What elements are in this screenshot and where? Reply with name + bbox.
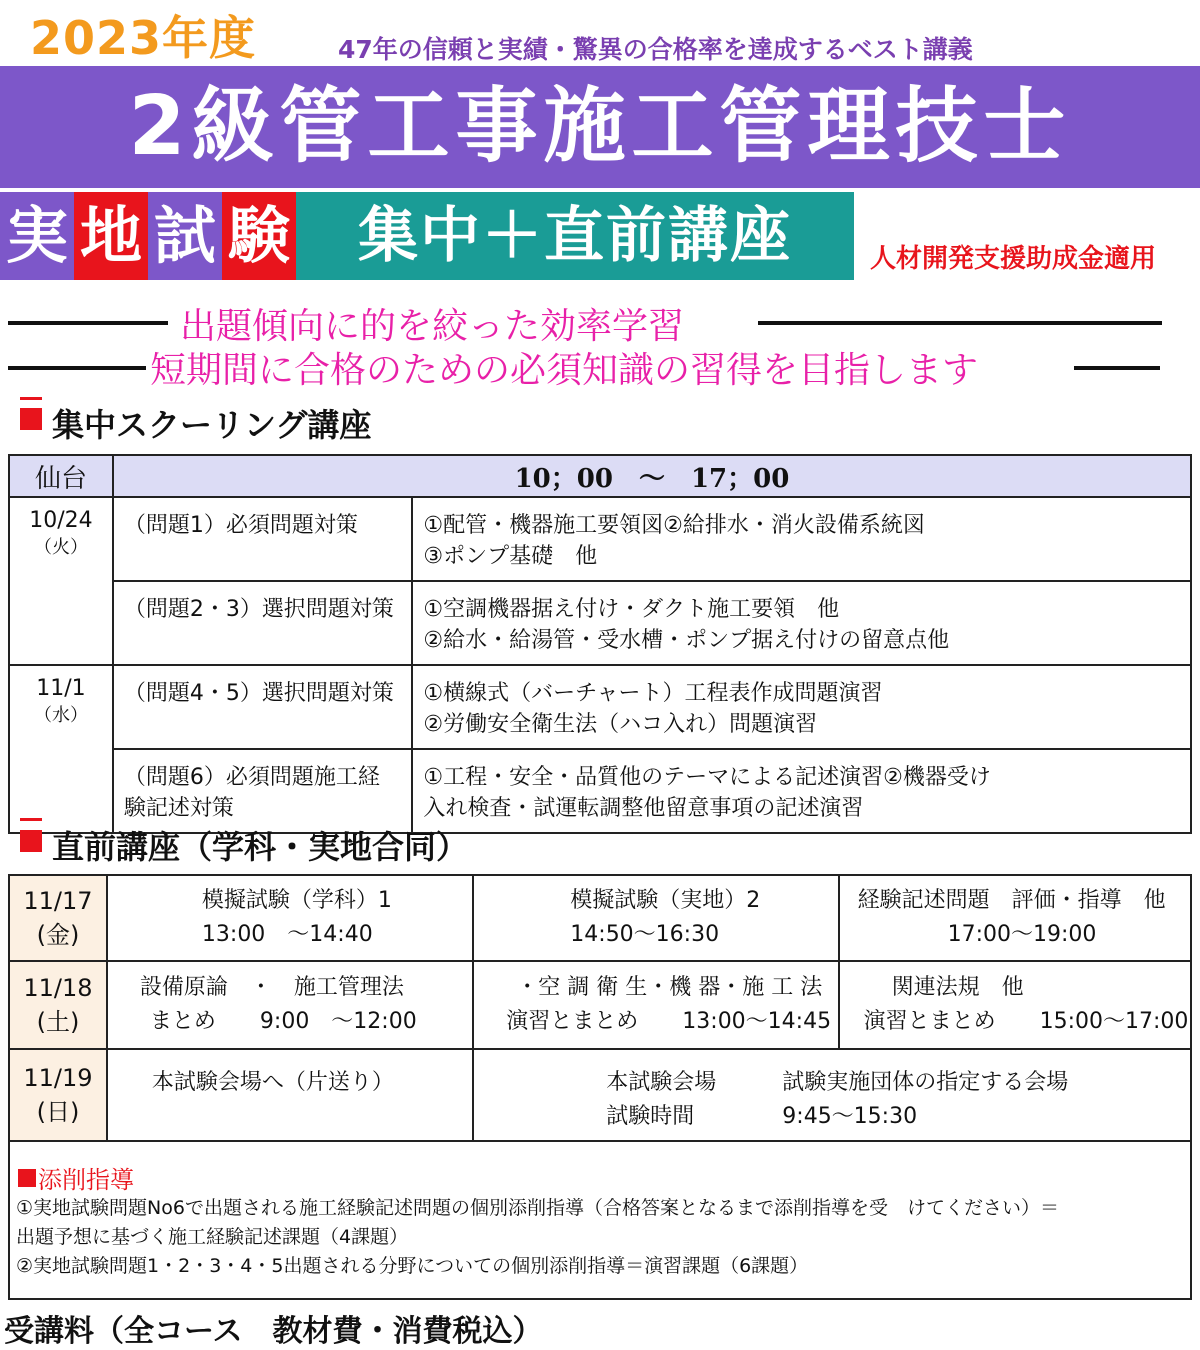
- date-cell: [9, 1049, 107, 1141]
- correction-line: 出題予想に基づく施工経験記述課題（4課題）: [16, 1226, 409, 1248]
- section-square-icon: [20, 830, 42, 852]
- session-time: 演習とまとめ 13:00～14:45: [506, 1009, 832, 1034]
- session-title: 設備原論 ・ 施工管理法: [139, 975, 404, 1000]
- session-title: 模擬試験（実地）2: [570, 888, 761, 913]
- weekday: (金): [36, 920, 80, 949]
- section-mark-line: [20, 397, 42, 400]
- exam-time: 試験時間 9:45～15:30: [606, 1104, 918, 1129]
- table-row: [9, 961, 1191, 1049]
- session-cell: [107, 961, 473, 1049]
- topic-cell: （問題6）必須問題施工経験記述対策: [113, 749, 413, 833]
- weekday: (日): [36, 1097, 80, 1126]
- exam-venue: 本試験会場 試験実施団体の指定する会場: [606, 1070, 1069, 1095]
- slogan-1: 出題傾向に的を絞った効率学習: [180, 306, 685, 347]
- section-mark-line: [20, 818, 42, 821]
- content-cell: [412, 749, 1191, 833]
- correction-lines: [16, 1194, 1059, 1281]
- exam-char-2: 地: [74, 192, 148, 280]
- session-cell: 本試験会場へ（片送り）: [107, 1049, 473, 1141]
- weekday: （水）: [33, 705, 88, 726]
- table-row: [9, 749, 1191, 833]
- content-cell: [412, 665, 1191, 749]
- divider-line: [758, 321, 1162, 325]
- content-line: ②労働安全衛生法（ハコ入れ）問題演習: [423, 712, 818, 737]
- content-line: ②給水・給湯管・受水槽・ポンプ据え付けの留意点他: [423, 628, 950, 653]
- session-cell: [473, 961, 838, 1049]
- square-icon: [18, 1169, 36, 1187]
- location-cell: 仙台: [9, 455, 113, 497]
- topic-cell: （問題2・3）選択問題対策: [113, 581, 413, 665]
- session-title: 関連法規 他: [891, 975, 1024, 1000]
- table-row: [9, 875, 1191, 961]
- date: 11/19: [23, 1063, 93, 1092]
- table-row: [9, 1049, 1191, 1141]
- divider-line: [1074, 366, 1160, 370]
- weekday: (土): [36, 1007, 80, 1036]
- session-time: 13:00 ～14:40: [201, 922, 373, 947]
- date-cell: [9, 665, 113, 833]
- content-line: ①配管・機器施工要領図②給排水・消火設備系統図: [423, 513, 925, 538]
- session-time: 17:00～19:00: [947, 922, 1097, 947]
- date: 11/1: [36, 676, 86, 701]
- exam-venue-cell: [473, 1049, 1191, 1141]
- time-cell: 10；00 ～ 17；00: [113, 455, 1191, 497]
- content-line: ③ポンプ基礎 他: [423, 544, 598, 569]
- session-title: ・空 調 衛 生・機 器・施 工 法: [516, 975, 823, 1000]
- page-title: 2級管工事施工管理技士: [128, 79, 1072, 174]
- weekday: （火）: [33, 537, 88, 558]
- exam-char-4: 験: [222, 192, 296, 280]
- course-title: 集中＋直前講座: [358, 201, 792, 271]
- subsidy-note: 人材開発支援助成金適用: [870, 244, 1157, 274]
- content-line: ①工程・安全・品質他のテーマによる記述演習②機器受け: [423, 765, 991, 790]
- correction-line: ①実地試験問題No6で出題される施工経験記述問題の個別添削指導（合格答案となるまで添削指導を受 けてください）＝: [16, 1197, 1059, 1219]
- session-cell: [839, 875, 1191, 961]
- correction-heading: 添削指導: [38, 1166, 134, 1194]
- date: 10/24: [29, 508, 93, 533]
- table-row: [9, 497, 1191, 581]
- exam-char-3: 試: [148, 192, 222, 280]
- session-cell: [107, 875, 473, 961]
- correction-box: [8, 1140, 1192, 1300]
- table-row: [9, 581, 1191, 665]
- content-cell: [412, 581, 1191, 665]
- session-time: 14:50～16:30: [570, 922, 720, 947]
- year-label: 2023年度: [30, 11, 257, 65]
- final-course-table: [8, 874, 1192, 1142]
- content-line: ①横線式（バーチャート）工程表作成問題演習: [423, 681, 883, 706]
- section-square-icon: [20, 408, 42, 430]
- date-cell: [9, 875, 107, 961]
- session-cell: [473, 875, 838, 961]
- date: 11/18: [23, 973, 93, 1002]
- correction-line: ②実地試験問題1・2・3・4・5出題される分野についての個別添削指導＝演習課題（6課題）: [16, 1255, 809, 1277]
- date-cell: [9, 961, 107, 1049]
- session-time: 演習とまとめ 15:00～17:00: [863, 1009, 1189, 1034]
- content-cell: [412, 497, 1191, 581]
- section-heading-schooling: 集中スクーリング講座: [52, 406, 372, 444]
- date: 11/17: [23, 886, 93, 915]
- session-title: 経験記述問題 評価・指導 他: [857, 888, 1166, 913]
- content-line: 入れ検査・試運転調整他留意事項の記述演習: [423, 796, 864, 821]
- tagline: 47年の信頼と実績・驚異の合格率を達成するベスト講義: [338, 35, 973, 64]
- session-title: 模擬試験（学科）1: [201, 888, 392, 913]
- table-header-row: [9, 455, 1191, 497]
- table-row: [9, 665, 1191, 749]
- schooling-table: [8, 454, 1192, 834]
- correction-heading-row: [18, 1160, 134, 1195]
- topic-cell: （問題4・5）選択問題対策: [113, 665, 413, 749]
- session-cell: [839, 961, 1191, 1049]
- divider-line: [8, 321, 168, 325]
- divider-line: [8, 366, 146, 370]
- date-cell: [9, 497, 113, 665]
- session-time: まとめ 9:00 ～12:00: [149, 1009, 417, 1034]
- slogan-2: 短期間に合格のための必須知識の習得を目指します: [150, 350, 979, 391]
- section-heading-final: 直前講座（学科・実地合同）: [52, 828, 469, 866]
- topic-cell: （問題1）必須問題対策: [113, 497, 413, 581]
- fee-heading: 受講料（全コース 教材費・消費税込）: [4, 1314, 543, 1349]
- exam-char-1: 実: [0, 192, 74, 280]
- content-line: ①空調機器据え付け・ダクト施工要領 他: [423, 597, 840, 622]
